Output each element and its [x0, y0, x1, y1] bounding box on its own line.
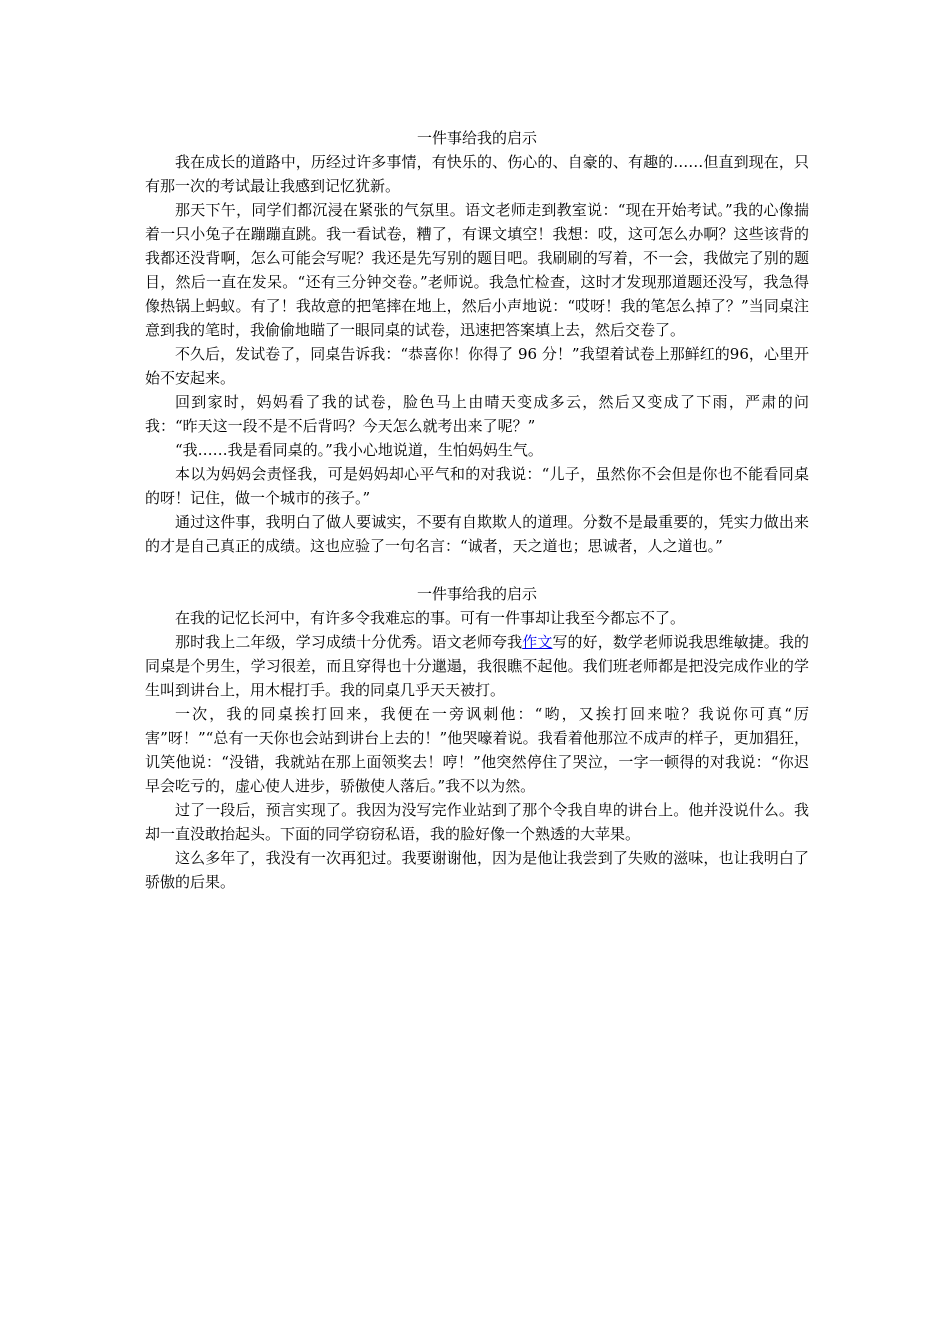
- essay-paragraph: “我……我是看同桌的。”我小心地说道，生怕妈妈生气。: [175, 441, 543, 459]
- essay-paragraph: 我在成长的道路中，历经过许多事情，有快乐的、伤心的、自豪的、有趣的……但直到现在，只有那一次的考试最让我感到记忆犹新。: [145, 153, 809, 195]
- essay-1: [145, 126, 809, 558]
- document-page: [145, 126, 809, 894]
- essay-title: 一件事给我的启示: [416, 585, 537, 603]
- essay-paragraph: 不久后，发试卷了，同桌告诉我：“恭喜你！你得了 96 分！”我望着试卷上那鲜红的96，心里开始不安起来。: [145, 345, 809, 387]
- essay-paragraph: 本以为妈妈会责怪我，可是妈妈却心平气和的对我说：“儿子，虽然你不会但是你也不能看同桌的呀！记住，做一个城市的孩子。”: [145, 465, 809, 507]
- essay-2: [145, 582, 809, 894]
- essay-paragraph: 通过这件事，我明白了做人要诚实，不要有自欺欺人的道理。分数不是最重要的，凭实力做出来的才是自己真正的成绩。这也应验了一句名言：“诚者，天之道也；思诚者，人之道也。”: [145, 513, 809, 555]
- essay-paragraph: 那天下午，同学们都沉浸在紧张的气氛里。语文老师走到教室说：“现在开始考试。”我的心像揣着一只小兔子在蹦蹦直跳。我一看试卷，糟了，有课文填空！我想：哎，这可怎么办啊？这些该背的我都还没背啊，怎么可能会写呢？我还是先写别的题目吧。我刷刷的写着，不一会，我做完了别的题目，然后一直在发呆。“还有三分钟交卷。”老师说。我急忙检查，这时才发现那道题还没写，我急得像热锅上蚂蚁。有了！我故意的把笔摔在地上，然后小声地说：“哎呀！我的笔怎么掉了？”当同桌注意到我的笔时，我偷偷地瞄了一眼同桌的试卷，迅速把答案填上去，然后交卷了。: [145, 201, 809, 339]
- essay-link[interactable]: 作文: [522, 633, 553, 651]
- paragraph-text: 那时我上二年级，学习成绩十分优秀。语文老师夸我: [175, 633, 523, 651]
- paragraph-text: 写的好，数学老师说我思维敏捷。我的同桌是个男生，学习很差，而且穿得也十分邋遢，我很瞧不起他。我们班老师都是把没完成作业的学生叫到讲台上，用木棍打手。我的同桌几乎天天被打。: [145, 633, 809, 699]
- essay-paragraph: 一次，我的同桌挨打回来，我便在一旁讽刺他：“哟，又挨打回来啦？我说你可真“厉害”呀！”“总有一天你也会站到讲台上去的！”他哭嚎着说。我看着他那泣不成声的样子，更加猖狂，讥笑他说：“没错，我就站在那上面领奖去！哼！”他突然停住了哭泣，一字一顿得的对我说：“你迟早会吃亏的，虚心使人进步，骄傲使人落后。”我不以为然。: [145, 705, 809, 795]
- essay-paragraph: 回到家时，妈妈看了我的试卷，脸色马上由晴天变成多云，然后又变成了下雨，严肃的问我：“昨天这一段不是不后背吗？今天怎么就考出来了呢？”: [145, 393, 809, 435]
- essay-paragraph: 过了一段后，预言实现了。我因为没写完作业站到了那个令我自卑的讲台上。他并没说什么。我却一直没敢抬起头。下面的同学窃窃私语，我的脸好像一个熟透的大苹果。: [145, 801, 809, 843]
- essay-paragraph: 在我的记忆长河中，有许多令我难忘的事。可有一件事却让我至今都忘不了。: [175, 609, 686, 627]
- essay-paragraph: [145, 630, 809, 702]
- essay-title: 一件事给我的启示: [416, 129, 537, 147]
- essay-paragraph: 这么多年了，我没有一次再犯过。我要谢谢他，因为是他让我尝到了失败的滋味，也让我明白了骄傲的后果。: [145, 849, 809, 891]
